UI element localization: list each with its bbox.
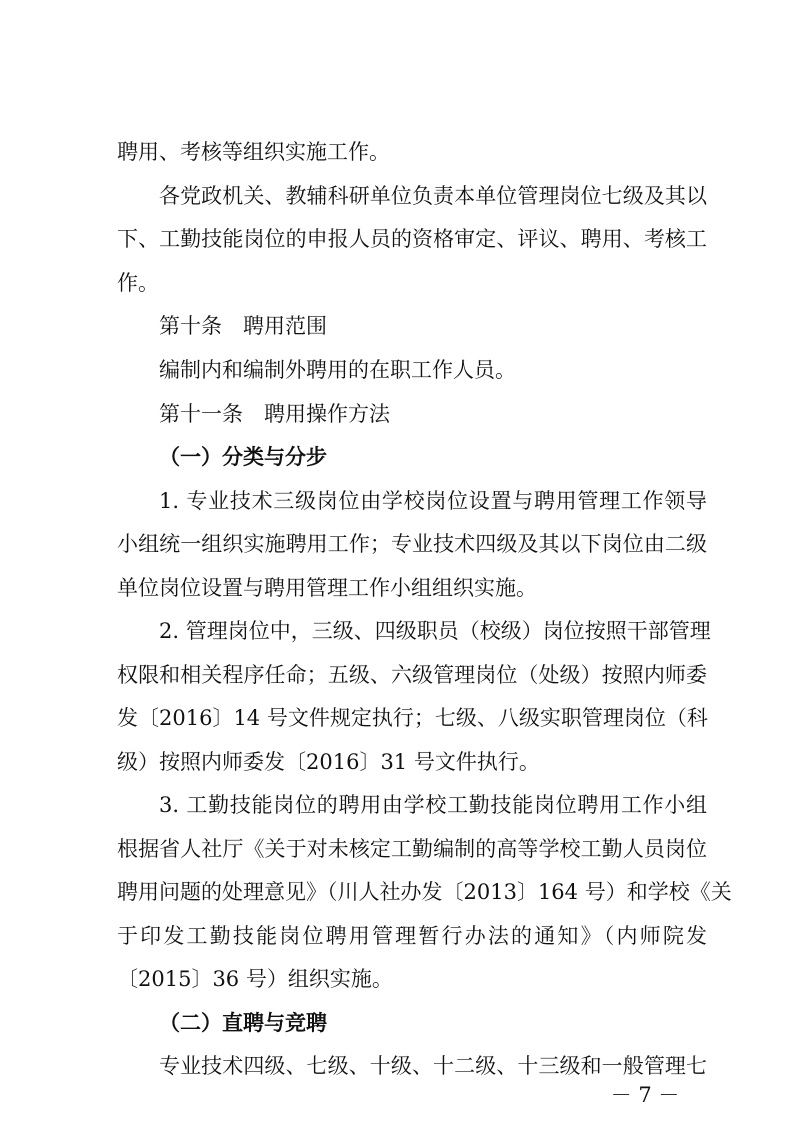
- text-line: 编制内和编制外聘用的在职工作人员。: [159, 358, 516, 382]
- section-heading: （一）分类与分步: [159, 445, 327, 469]
- text-line: 于印发工勤技能岗位聘用管理暂行办法的通知》（内师院发: [117, 924, 707, 948]
- text-line: 聘用、考核等组织实施工作。: [117, 140, 390, 164]
- article-heading: 第十条 聘用范围: [159, 314, 327, 338]
- text-line: 〔2015〕36 号）组织实施。: [117, 967, 393, 991]
- text-line: 发〔2016〕14 号文件规定执行；七级、八级实职管理岗位（科: [117, 706, 708, 730]
- text-line: 级）按照内师委发〔2016〕31 号文件执行。: [117, 750, 540, 774]
- text-line: 各党政机关、教辅科研单位负责本单位管理岗位七级及其以: [159, 184, 707, 208]
- article-heading: 第十一条 聘用操作方法: [159, 402, 390, 426]
- text-line: 小组统一组织实施聘用工作；专业技术四级及其以下岗位由二级: [117, 532, 707, 556]
- text-line: 单位岗位设置与聘用管理工作小组组织实施。: [117, 576, 537, 600]
- text-line: 1. 专业技术三级岗位由学校岗位设置与聘用管理工作领导: [159, 489, 707, 513]
- text-line: 3. 工勤技能岗位的聘用由学校工勤技能岗位聘用工作小组: [159, 793, 707, 817]
- text-line: 下、工勤技能岗位的申报人员的资格审定、评议、聘用、考核工: [117, 227, 707, 251]
- page-number: － 7 －: [610, 1083, 680, 1107]
- text-line: 聘用问题的处理意见》（川人社办发〔2013〕164 号）和学校《关: [117, 880, 732, 904]
- text-line: 权限和相关程序任命；五级、六级管理岗位（处级）按照内师委: [117, 663, 707, 687]
- section-heading: （二）直聘与竞聘: [159, 1011, 327, 1035]
- text-line: 2. 管理岗位中，三级、四级职员（校级）岗位按照干部管理: [159, 619, 711, 643]
- text-line: 根据省人社厅《关于对未核定工勤编制的高等学校工勤人员岗位: [117, 837, 707, 861]
- text-line: 作。: [117, 271, 159, 295]
- text-line: 专业技术四级、七级、十级、十二级、十三级和一般管理七: [159, 1054, 707, 1078]
